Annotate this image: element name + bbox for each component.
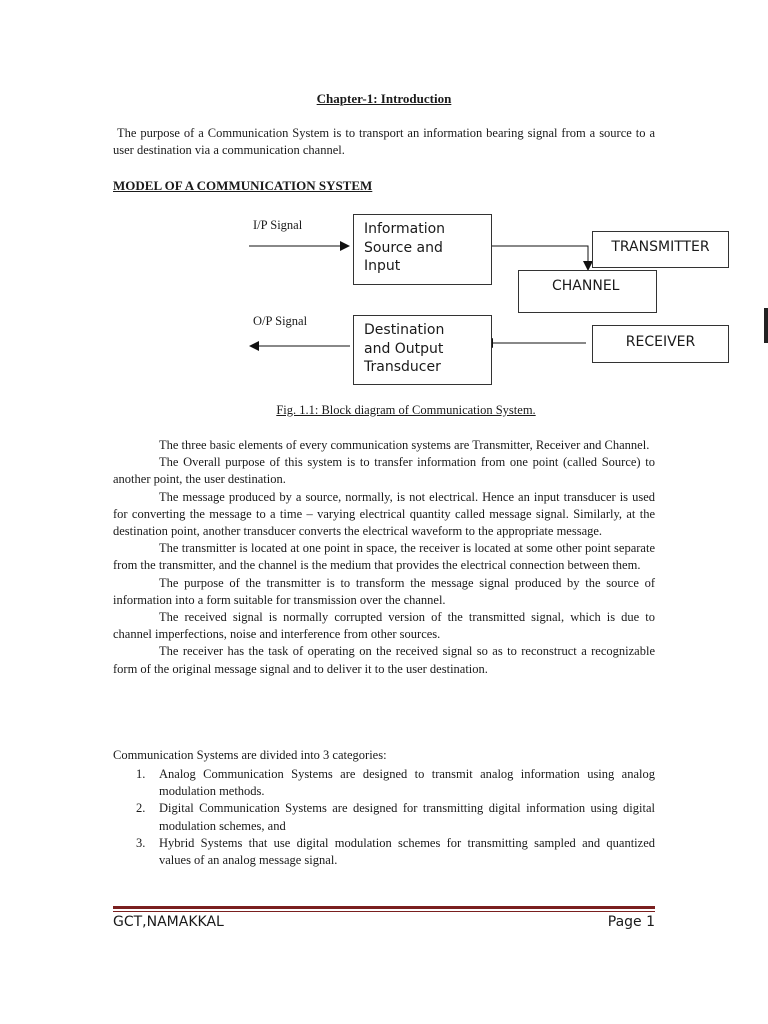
paragraph: The received signal is normally corrupted version of the transmitted signal, which is due to channel imperfections, noise and interference from other sources. bbox=[113, 610, 655, 642]
information-source-box bbox=[353, 214, 492, 285]
list-item bbox=[113, 766, 655, 800]
list-number: 1. bbox=[136, 767, 146, 781]
destination-line-1: Destination bbox=[364, 322, 445, 338]
list-text: Hybrid Systems that use digital modulation schemes for transmitting sampled and quantized values of an analog message signal. bbox=[159, 835, 655, 868]
paragraph: The transmitter is located at one point in space, the receiver is located at some other point separate from the transmitter, and the channel is the medium that provides the electrical connection between them. bbox=[113, 541, 655, 573]
figure-caption: Fig. 1.1: Block diagram of Communication System. bbox=[276, 403, 536, 417]
list-item bbox=[113, 800, 655, 834]
list-text: Digital Communication Systems are designed for transmitting digital information using digital modulation schemes, and bbox=[159, 801, 655, 833]
paragraph: The Overall purpose of this system is to transfer information from one point (called Source) to another point, the user destination. bbox=[113, 455, 655, 487]
ip-signal-label: I/P Signal bbox=[253, 218, 303, 232]
categories-list bbox=[113, 766, 655, 869]
intro-paragraph bbox=[113, 125, 655, 159]
list-number: 3. bbox=[136, 835, 146, 850]
section-heading: MODEL OF A COMMUNICATION SYSTEM bbox=[113, 178, 373, 193]
info-source-line-1: Information bbox=[364, 221, 446, 237]
destination-box bbox=[353, 315, 492, 385]
receiver-box bbox=[592, 325, 729, 363]
paragraph: The receiver has the task of operating on the received signal so as to reconstruct a recognizable form of the original message signal and to deliver it to the user destination. bbox=[113, 644, 655, 676]
body-paragraphs bbox=[113, 437, 655, 678]
footer-rule-thick bbox=[113, 906, 655, 909]
source-to-channel-arrow bbox=[488, 246, 588, 270]
categories-intro: Communication Systems are divided into 3 categories: bbox=[113, 748, 387, 762]
footer-page-number: Page 1 bbox=[607, 914, 655, 930]
footer-left: GCT,NAMAKKAL bbox=[113, 914, 224, 930]
paragraph: The purpose of the transmitter is to transform the message signal produced by the source of information into a form suitable for transmission over the channel. bbox=[113, 575, 655, 607]
intro-text: The purpose of a Communication System is to transport an information bearing signal from a source to a user destination via a communication channel. bbox=[113, 126, 656, 157]
footer-rule-thin bbox=[113, 911, 655, 912]
list-number: 2. bbox=[136, 801, 146, 816]
info-source-line-2: Source and bbox=[364, 239, 443, 256]
transmitter-box bbox=[592, 231, 729, 268]
chapter-title: Chapter-1: Introduction bbox=[316, 91, 452, 106]
destination-line-2: and Output bbox=[364, 340, 444, 357]
list-item bbox=[113, 835, 655, 869]
destination-line-3: Transducer bbox=[364, 359, 441, 375]
scrollbar-thumb[interactable] bbox=[764, 308, 768, 343]
channel-label: CHANNEL bbox=[552, 278, 620, 294]
channel-box bbox=[518, 270, 657, 313]
receiver-label: RECEIVER bbox=[625, 334, 696, 350]
paragraph: The three basic elements of every communication systems are Transmitter, Receiver and Channel. bbox=[159, 438, 650, 452]
transmitter-label: TRANSMITTER bbox=[611, 239, 710, 255]
list-text: Analog Communication Systems are designed to transmit analog information using analog modulation methods. bbox=[159, 767, 655, 799]
paragraph: The message produced by a source, normally, is not electrical. Hence an input transducer is used for converting the message to a time – varying electrical quantity called message signal. Similarly, at the destination point, another transducer converts the electrical waveform to the appropriate message. bbox=[113, 489, 655, 539]
info-source-line-3: Input bbox=[364, 258, 401, 274]
op-signal-label: O/P Signal bbox=[253, 314, 308, 328]
